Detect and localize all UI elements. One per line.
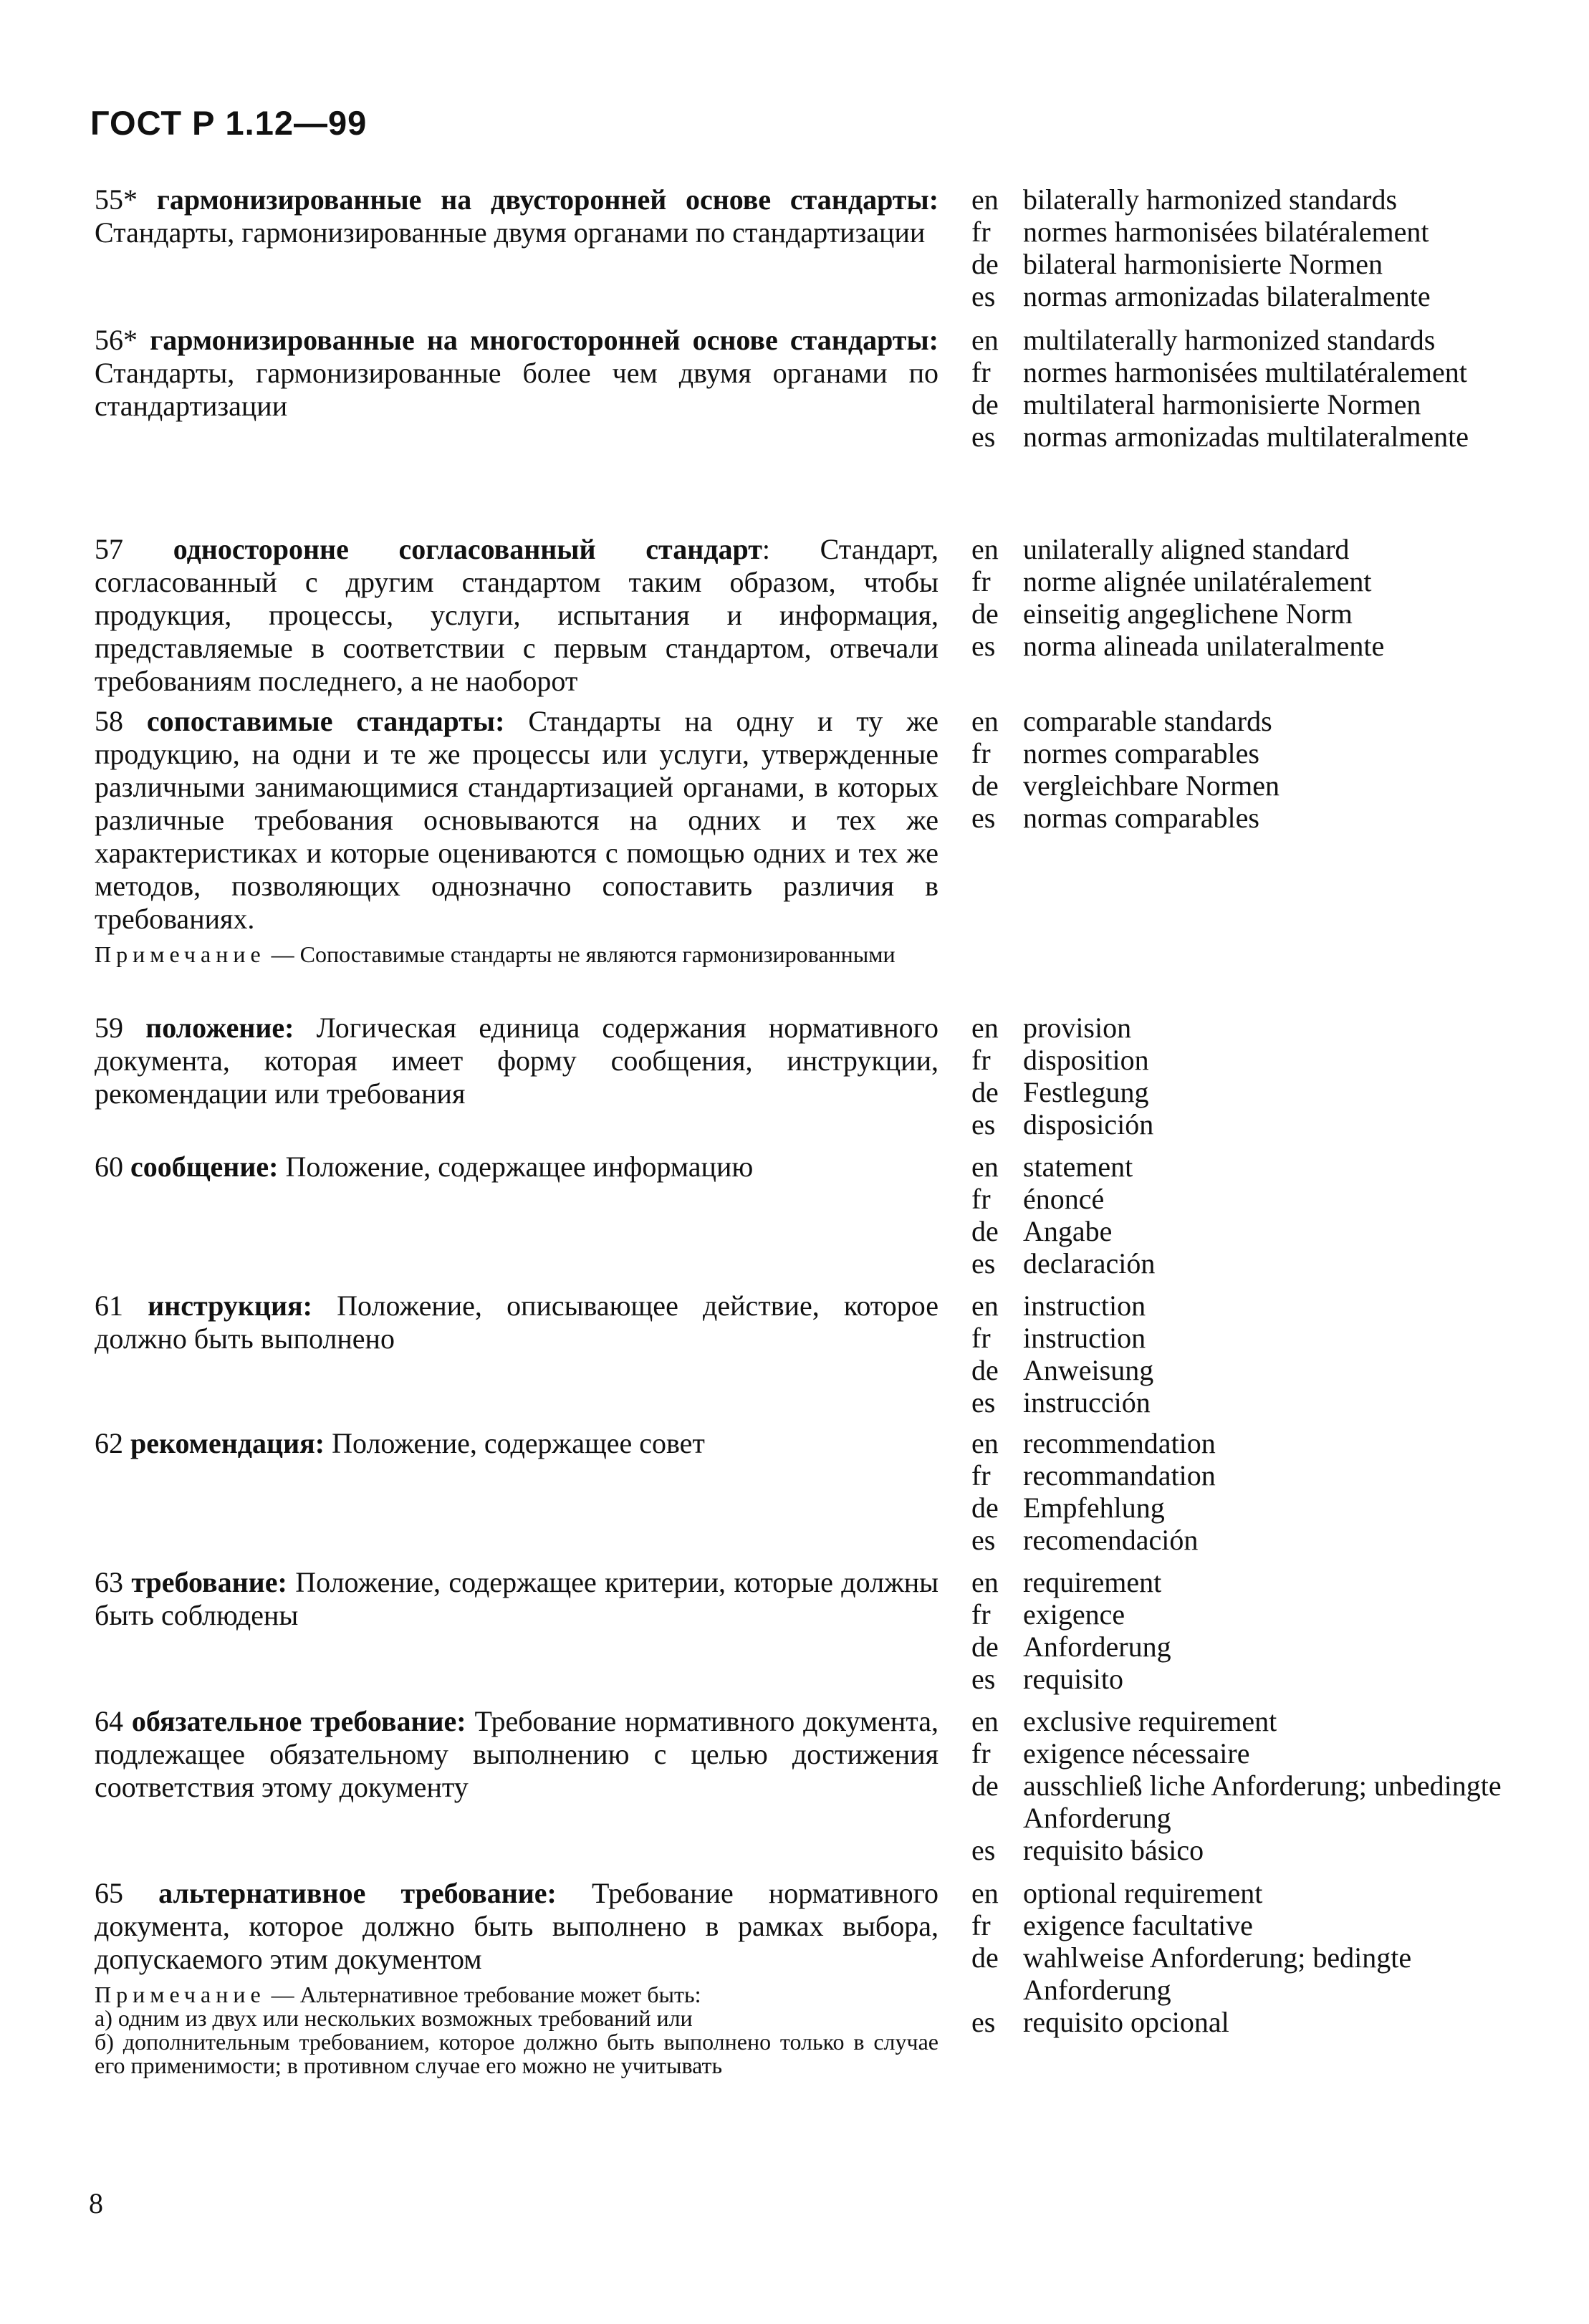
translation: normes harmonisées bilatéralement xyxy=(1023,216,1429,248)
term-title: односторонне согласованный стандарт xyxy=(173,533,762,565)
translation: einseitig angeglichene Norm xyxy=(1023,597,1353,630)
lang-code: fr xyxy=(971,1909,991,1941)
lang-code: de xyxy=(971,248,999,280)
term-definition xyxy=(95,1427,938,1460)
term-number: 59 xyxy=(95,1012,123,1044)
lang-code: de xyxy=(971,597,999,630)
lang-code: fr xyxy=(971,356,991,388)
lang-code: en xyxy=(971,183,999,216)
definition-text: Требование нормативного документа, подлежащее обязательному выполнению с целью достижения соответствия этому документу xyxy=(95,1705,939,1803)
term-number: 58 xyxy=(95,705,123,737)
translation: Anweisung xyxy=(1023,1354,1154,1386)
translation: exclusive requirement xyxy=(1023,1705,1277,1737)
note-text: — Сопоставимые стандарты не являются гармонизированными xyxy=(265,941,896,967)
translation: declaración xyxy=(1023,1247,1156,1279)
translation: multilateral harmonisierte Normen xyxy=(1023,388,1421,421)
term-definition xyxy=(95,1566,938,1632)
term-number: 63 xyxy=(95,1566,123,1598)
translations xyxy=(971,1705,1516,1866)
term-title: рекомендация: xyxy=(130,1427,325,1459)
note xyxy=(95,943,938,966)
lang-code: es xyxy=(971,2006,996,2038)
term-number: 64 xyxy=(95,1705,123,1737)
lang-code: es xyxy=(971,630,996,662)
translations xyxy=(971,1877,1516,2038)
lang-code: fr xyxy=(971,1598,991,1631)
translation: normes harmonisées multilatéralement xyxy=(1023,356,1467,388)
term-title: требование: xyxy=(131,1566,287,1598)
translation: recomendación xyxy=(1023,1524,1199,1556)
term-definition xyxy=(95,1290,938,1355)
translation: Festlegung xyxy=(1023,1076,1149,1108)
translation: recommandation xyxy=(1023,1459,1216,1492)
lang-code: en xyxy=(971,1012,999,1044)
translations xyxy=(971,1290,1516,1418)
term-number: 60 xyxy=(95,1151,123,1183)
definition-text: Стандарты на одну и ту же продукцию, на одни и те же процессы или услуги, утвержденные различными занимающимися стандартизацией органами, в которых различные требования основываются на одних и тех же характеристиках и которые оцениваются с помощью одних и тех же методов, позволяющих однозначно сопоставить различия в требованиях. xyxy=(95,705,938,935)
term-number: 65 xyxy=(95,1877,123,1909)
lang-code: de xyxy=(971,769,999,802)
lang-code: de xyxy=(971,388,999,421)
translations xyxy=(971,533,1516,662)
lang-code: es xyxy=(971,1834,996,1866)
translation: requisito opcional xyxy=(1023,2006,1229,2038)
note xyxy=(95,1983,938,2078)
lang-code: en xyxy=(971,1566,999,1598)
definition-text: Логическая единица содержания нормативного документа, которая имеет форму сообщения, инструкции, рекомендации или требования xyxy=(95,1012,939,1110)
definition-text: Положение, описывающее действие, которое должно быть выполнено xyxy=(95,1290,939,1355)
definition-text: Положение, содержащее критерии, которые должны быть соблюдены xyxy=(95,1566,939,1631)
lang-code: es xyxy=(971,1108,996,1141)
translation: bilateral harmonisierte Normen xyxy=(1023,248,1383,280)
term-title: сопоставимые стандарты: xyxy=(146,705,505,737)
translations xyxy=(971,324,1516,453)
lang-code: en xyxy=(971,1705,999,1737)
lang-code: de xyxy=(971,1941,999,1974)
lang-code: es xyxy=(971,802,996,834)
translation: ausschließ liche Anforderung; unbedingte Anforderung xyxy=(1023,1770,1502,1834)
translation: disposition xyxy=(1023,1044,1149,1076)
translation: exigence xyxy=(1023,1598,1125,1631)
term-definition xyxy=(95,1151,938,1183)
document-code: ГОСТ Р 1.12—99 xyxy=(90,104,368,142)
translation: Anforderung xyxy=(1023,1631,1171,1663)
translation: norme alignée unilatéralement xyxy=(1023,565,1372,597)
lang-code: es xyxy=(971,1386,996,1418)
lang-code: de xyxy=(971,1076,999,1108)
translation: unilaterally aligned standard xyxy=(1023,533,1350,565)
translation: instrucción xyxy=(1023,1386,1151,1418)
translation: instruction xyxy=(1023,1290,1146,1322)
term-title: положение: xyxy=(145,1012,294,1044)
translation: instruction xyxy=(1023,1322,1146,1354)
lang-code: en xyxy=(971,533,999,565)
translation: recommendation xyxy=(1023,1427,1216,1459)
translation: énoncé xyxy=(1023,1183,1105,1215)
definition-text: Положение, содержащее информацию xyxy=(285,1151,754,1183)
term-title: гармонизированные на многосторонней основе стандарты: xyxy=(150,324,938,356)
lang-code: fr xyxy=(971,216,991,248)
lang-code: de xyxy=(971,1354,999,1386)
definition-text: Положение, содержащее совет xyxy=(332,1427,705,1459)
definition-text: Стандарты, гармонизированные двумя органами по стандартизации xyxy=(95,216,926,249)
lang-code: es xyxy=(971,280,996,312)
lang-code: de xyxy=(971,1492,999,1524)
note-text: — Альтернативное требование может быть: xyxy=(265,1982,701,2007)
term-number: 55* xyxy=(95,183,138,216)
lang-code: en xyxy=(971,1290,999,1322)
term-title: гармонизированные на двусторонней основе стандарты: xyxy=(156,183,939,216)
term-number: 61 xyxy=(95,1290,123,1322)
translation: requisito básico xyxy=(1023,1834,1204,1866)
translations xyxy=(971,705,1516,834)
translation: normas armonizadas multilateralmente xyxy=(1023,421,1469,453)
translations xyxy=(971,1012,1516,1141)
definition-text: : Стандарт, согласованный с другим стандартом таким образом, чтобы продукция, процессы, услуги, испытания и информация, представляемые в соответствии с первым стандартом, отвечали требованиям последнего, а не наоборот xyxy=(95,533,938,697)
translation: bilaterally harmonized standards xyxy=(1023,183,1398,216)
lang-code: es xyxy=(971,1663,996,1695)
term-definition xyxy=(95,1705,938,1804)
translation: normes comparables xyxy=(1023,737,1259,769)
lang-code: en xyxy=(971,1427,999,1459)
term-title: альтернативное требование: xyxy=(158,1877,557,1909)
term-definition xyxy=(95,1012,938,1110)
lang-code: fr xyxy=(971,1183,991,1215)
translation: multilaterally harmonized standards xyxy=(1023,324,1436,356)
term-definition xyxy=(95,183,938,249)
translations xyxy=(971,183,1516,312)
lang-code: fr xyxy=(971,737,991,769)
term-title: инструкция: xyxy=(148,1290,312,1322)
translation: disposición xyxy=(1023,1108,1154,1141)
lang-code: de xyxy=(971,1631,999,1663)
definition-text: Стандарты, гармонизированные более чем двумя органами по стандартизации xyxy=(95,357,938,422)
term-definition xyxy=(95,705,938,966)
lang-code: de xyxy=(971,1770,999,1802)
translation: norma alineada unilateralmente xyxy=(1023,630,1385,662)
term-definition xyxy=(95,533,938,698)
term-title: обязательное требование: xyxy=(131,1705,466,1737)
lang-code: en xyxy=(971,1151,999,1183)
term-number: 56* xyxy=(95,324,138,356)
translation: provision xyxy=(1023,1012,1132,1044)
term-definition xyxy=(95,324,938,423)
translations xyxy=(971,1427,1516,1556)
translation: optional requirement xyxy=(1023,1877,1263,1909)
translation: vergleichbare Normen xyxy=(1023,769,1280,802)
lang-code: en xyxy=(971,324,999,356)
translation: requirement xyxy=(1023,1566,1162,1598)
translation: Angabe xyxy=(1023,1215,1113,1247)
translation: exigence facultative xyxy=(1023,1909,1253,1941)
translation: normas armonizadas bilateralmente xyxy=(1023,280,1431,312)
translation: wahlweise Anforderung; bedingte Anforderung xyxy=(1023,1941,1412,2006)
note-label: Примечание xyxy=(95,1982,266,2007)
lang-code: fr xyxy=(971,1737,991,1770)
term-definition xyxy=(95,1877,938,2078)
note-label: Примечание xyxy=(95,941,266,967)
lang-code: es xyxy=(971,421,996,453)
translation: statement xyxy=(1023,1151,1133,1183)
translations xyxy=(971,1566,1516,1695)
translation: comparable standards xyxy=(1023,705,1272,737)
note-item: а) одним из двух или нескольких возможных требований или xyxy=(95,2005,693,2031)
lang-code: fr xyxy=(971,1044,991,1076)
lang-code: de xyxy=(971,1215,999,1247)
note-item: б) дополнительным требованием, которое должно быть выполнено только в случае его применимости; в противном случае его можно не учитывать xyxy=(95,2029,938,2078)
term-number: 62 xyxy=(95,1427,123,1459)
lang-code: fr xyxy=(971,1459,991,1492)
term-number: 57 xyxy=(95,533,123,565)
lang-code: es xyxy=(971,1524,996,1556)
translation: Empfehlung xyxy=(1023,1492,1165,1524)
lang-code: es xyxy=(971,1247,996,1279)
translation: exigence nécessaire xyxy=(1023,1737,1250,1770)
translation: normas comparables xyxy=(1023,802,1259,834)
lang-code: fr xyxy=(971,565,991,597)
lang-code: en xyxy=(971,705,999,737)
definition-text: Требование нормативного документа, которое должно быть выполнено в рамках выбора, допускаемого этим документом xyxy=(95,1877,939,1975)
page-number: 8 xyxy=(89,2187,103,2219)
term-title: сообщение: xyxy=(130,1151,279,1183)
lang-code: fr xyxy=(971,1322,991,1354)
translation: requisito xyxy=(1023,1663,1123,1695)
translations xyxy=(971,1151,1516,1279)
lang-code: en xyxy=(971,1877,999,1909)
